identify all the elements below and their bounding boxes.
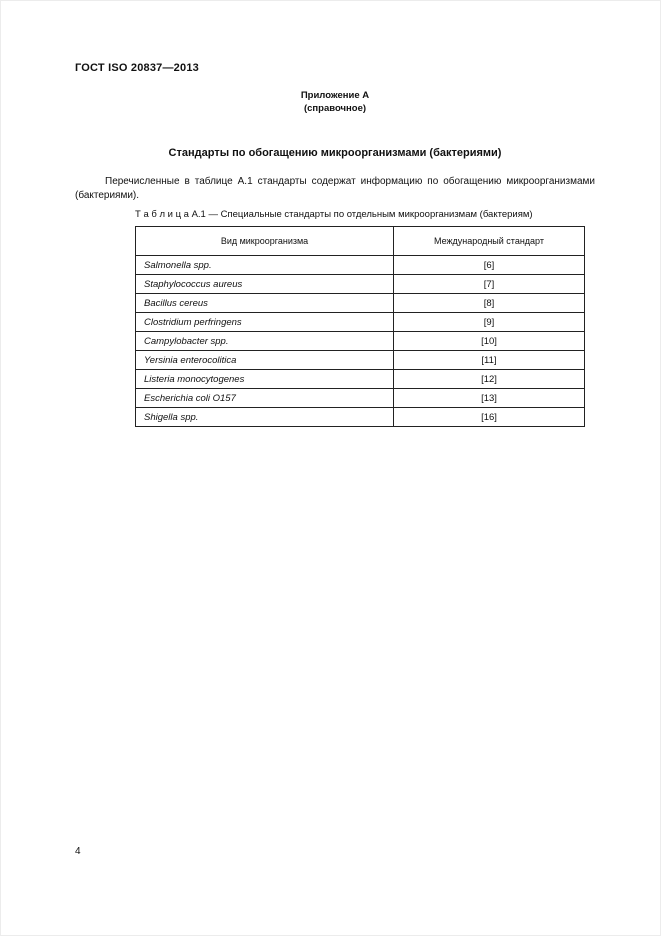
table-caption: Т а б л и ц а А.1 — Специальные стандарты по отдельным микроорганизмам (бактериям) <box>135 209 533 220</box>
species-cell: Clostridium perfringens <box>136 313 394 332</box>
table-row <box>136 313 585 332</box>
species-cell: Staphylococcus aureus <box>136 275 394 294</box>
standard-cell: [13] <box>394 389 585 408</box>
table-row <box>136 256 585 275</box>
table-row <box>136 408 585 427</box>
table-row <box>136 294 585 313</box>
standard-cell: [8] <box>394 294 585 313</box>
table-header-row <box>136 227 585 256</box>
species-cell: Escherichia coli O157 <box>136 389 394 408</box>
standards-table <box>135 226 585 427</box>
table-row <box>136 332 585 351</box>
standard-cell: [10] <box>394 332 585 351</box>
document-header: ГОСТ ISO 20837—2013 <box>75 62 199 74</box>
standard-cell: [16] <box>394 408 585 427</box>
species-cell: Campylobacter spp. <box>136 332 394 351</box>
table-row <box>136 370 585 389</box>
page-number: 4 <box>75 846 81 857</box>
species-cell: Listeria monocytogenes <box>136 370 394 389</box>
table-row <box>136 389 585 408</box>
table-row <box>136 275 585 294</box>
standard-cell: [11] <box>394 351 585 370</box>
table-row <box>136 351 585 370</box>
standard-cell: [9] <box>394 313 585 332</box>
species-cell: Yersinia enterocolitica <box>136 351 394 370</box>
standard-cell: [7] <box>394 275 585 294</box>
standard-cell: [12] <box>394 370 585 389</box>
annex-block <box>75 89 595 115</box>
column-header-species: Вид микроорганизма <box>136 227 394 256</box>
standard-cell: [6] <box>394 256 585 275</box>
annex-title: Приложение А <box>300 90 370 101</box>
annex-subtitle: (справочное) <box>303 103 367 114</box>
species-cell: Salmonella spp. <box>136 256 394 275</box>
body-paragraph: Перечисленные в таблице А.1 стандарты содержат информацию по обогащению микроорганизмами (бактериями). <box>75 176 595 201</box>
species-cell: Shigella spp. <box>136 408 394 427</box>
species-cell: Bacillus cereus <box>136 294 394 313</box>
section-title: Стандарты по обогащению микроорганизмами (бактериями) <box>168 147 502 159</box>
column-header-standard: Международный стандарт <box>394 227 585 256</box>
